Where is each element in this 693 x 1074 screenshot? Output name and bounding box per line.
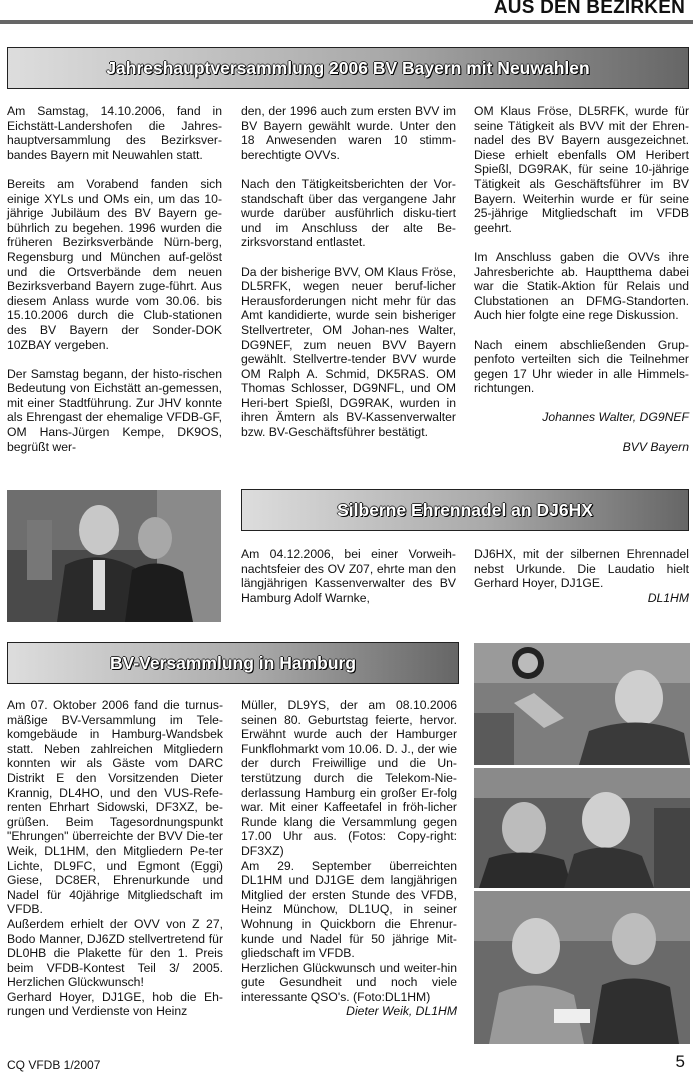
paragraph: Außerdem erhielt der OVV von Z 27, Bodo Manner, DJ6ZD stellvertretend für DL0HB die Plakette für den 1. Preis beim VFDB-Kontest Teil 3/ 2005. Herzlichen Glückwunsch!	[7, 916, 223, 990]
article3-author: Dieter Weik, DL1HM	[346, 1004, 457, 1019]
article1-title-banner	[7, 47, 689, 89]
article2-col2	[474, 547, 689, 620]
page-number: 5	[675, 1052, 685, 1071]
paragraph: DJ6HX, mit der silbernen Ehrennadel nebst Urkunde. Die Laudatio hielt Gerhard Hoyer, DJ1GE.	[474, 547, 689, 591]
article1-col2	[241, 104, 456, 440]
paragraph: Gerhard Hoyer, DJ1GE, hob die Eh-rungen und Verdienste von Heinz	[7, 989, 223, 1019]
article2-col1	[241, 547, 456, 605]
article1-author-org: BVV Bayern	[622, 439, 689, 454]
paragraph: Der Samstag begann, der histo-rischen Bedeutung von Eichstätt an-gemessen, mit einer Stadtführung. Zur JHV konnte als Ehrengast der ehemalige VFDB-GF, OM Hans-Jürgen Kempe, DK9OS, begrüßt wer-	[7, 366, 222, 454]
article1-col3	[474, 104, 689, 469]
paragraph: Am 29. September überreichten DL1HM und DJ1GE dem langjährigen Mitglied der ersten Stunde des VFDB, Heinz Münchow, DL1UQ, in seiner Wohnung in Quickborn die Ehrenur-kunde und Nadel für 50 jährige Mit-gliedschaft im VFDB.	[241, 858, 457, 961]
photo-meeting	[474, 768, 690, 888]
article1-col1	[7, 104, 222, 454]
article3-col1	[7, 698, 223, 1019]
article1-title: Jahreshauptversammlung 2006 BV Bayern mit Neuwahlen	[106, 57, 590, 78]
paragraph: Da der bisherige BVV, OM Klaus Fröse, DL5RFK, wegen neuer beruf-licher Herausforderungen nicht mehr für das Amt kandidierte, wurde sein bisheriger Stellvertreter, OM Johan-nes Walter, DG9NEF, zum neuen BVV Bayern gewählt. Stellvertre-tender BVV wurde OM Ralph A. Schmid, DK5RAS. OM Thomas Schlosser, DG9NFL, und OM Heri-bert Spießl, DG9RAK, wurden in ihren Ämtern als BV-Kassenverwalter bzw. BV-Geschäftsführer bestätigt.	[241, 264, 456, 440]
paragraph: OM Klaus Fröse, DL5RFK, wurde für seine Tätigkeit als BVV mit der Ehren-nadel des BV Bayern ausgezeichnet. Diese erhielt ebenfalls OM Heribert Spießl, DG9RAK, für seine 10-jährige Tätigkeit als Geschäftsführer im BV Bayern. Weiterhin wurde er für seine 25-jährige Mitgliedschaft im VFDB geehrt.	[474, 104, 689, 235]
section-title: AUS DEN BEZIRKEN	[493, 0, 685, 18]
paragraph: Am Samstag, 14.10.2006, fand in Eichstätt-Landershofen die Jahres-hauptversammlung des Bezirksver-bandes Bayern mit Neuwahlen statt.	[7, 104, 222, 162]
paragraph: Müller, DL9YS, der am 08.10.2006 seinen 80. Geburtstag feierte, hervor. Erwähnt wurde auch der Hamburger Funkflohmarkt vom 10.06. D. J., der wie der durch Freiwillige und die Un-terstützung durch die Telekom-Nie-derlassung Hamburg ein großer Er-folg war. Mit einer Kaffeetafel in fröh-licher Runde klang die Versammlung gegen 17.00 Uhr aus. (Fotos: Copy-right: DF3XZ)	[241, 698, 457, 858]
paragraph: Bereits am Vorabend fanden sich einige XYLs und OMs ein, um das 10-jährige Jubiläum des BV Bayern ge-bührlich zu begehen. 1996 wurden die früheren Bezirksverbände Nürn-berg, Regensburg und München auf-gelöst und die Ortsverbände dem neuen Bezirksverband Bayern zuge-führt. Aus diesem Anlass wurde vom 30.06. bis 15.10.2006 durch die Club-stationen des BV Bayern der Sonder-DOK 10ZBAY vergeben.	[7, 176, 222, 352]
paragraph: Am 07. Oktober 2006 fand die turnus-mäßige BV-Versammlung im Tele-komgebäude in Hamburg-Wandsbek statt. Neben zahlreichen Mitgliedern konnten wir als Gäste vom DARC Distrikt E den Vorsitzenden Dieter Krannig, DL4HO, und den VUS-Refe-renten Ehrhart Sidowski, DF3XZ, be-grüßen. Beim Tagesordnungspunkt "Ehrungen" überreichte der BVV Die-ter Weik, DL1HM, den Mitgliedern Pe-ter Lichte, DL9FC, und Egmont (Eggi) Giese, DC8ER, Ehrenurkunde und Nadel für 40jährige Mitgliedschaft im VFDB.	[7, 698, 223, 917]
paragraph: Im Anschluss gaben die OVVs ihre Jahresberichte ab. Hauptthema dabei war die Statik-Aktion für Relais und Clubstationen an DFMG-Standorten. Auch hier folgte eine rege Diskussion.	[474, 249, 689, 323]
photo-ehrennadel	[7, 490, 221, 622]
photo-plaque	[474, 643, 690, 765]
paragraph: Nach den Tätigkeitsberichten der Vor-standschaft über das vergangene Jahr wurde darüber ausführlich disku-tiert und im Anschluss der alte Be-zirksvorstand entlastet.	[241, 176, 456, 250]
footer-publication: CQ VFDB 1/2007	[7, 1058, 101, 1072]
article2-author: DL1HM	[647, 590, 689, 605]
article2-title-banner	[241, 489, 689, 531]
photo-heinz-muenchow	[474, 891, 690, 1044]
paragraph: Herzlichen Glückwunsch und weiter-hin gute Gesundheit und noch viele interessante QSO's. (Foto:DL1HM)	[241, 960, 457, 1004]
article3-col2	[241, 698, 457, 1034]
article1-author: Johannes Walter, DG9NEF	[542, 410, 689, 425]
header-rule	[0, 20, 693, 24]
article2-title: Silberne Ehrennadel an DJ6HX	[337, 499, 593, 520]
article3-title-banner	[7, 642, 459, 684]
article3-title: BV-Versammlung in Hamburg	[109, 652, 357, 673]
paragraph: Nach einem abschließenden Grup-penfoto verteilten sich die Teilnehmer gegen 17 Uhr wieder in alle Himmels-richtungen.	[474, 337, 689, 396]
paragraph: den, der 1996 auch zum ersten BVV im BV Bayern gewählt wurde. Unter den 18 Anwesenden waren 10 stimm-berechtigte OVVs.	[241, 104, 456, 162]
paragraph: Am 04.12.2006, bei einer Vorweih-nachtsfeier des OV Z07, ehrte man den längjährigen Kassenverwalter des BV Hamburg Adolf Warnke,	[241, 547, 456, 605]
